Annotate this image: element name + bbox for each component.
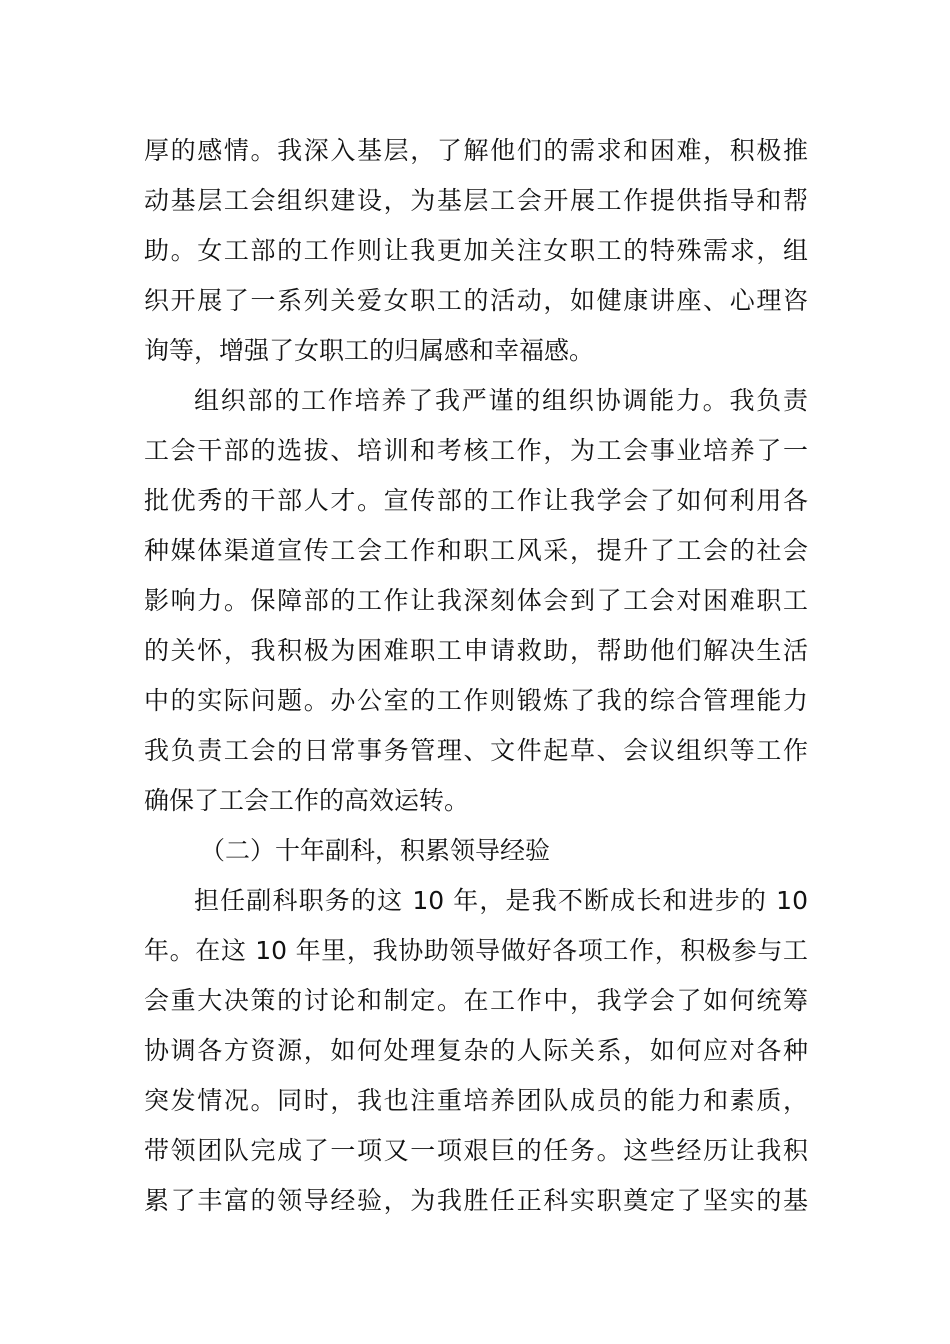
paragraph-line: 中的实际问题。办公室的工作则锻炼了我的综合管理能力	[144, 686, 808, 715]
paragraph-line: 助。女工部的工作则让我更加关注女职工的特殊需求，组	[144, 236, 808, 265]
section-heading: （二）十年副科，积累领导经验	[200, 836, 551, 865]
paragraph-line: 询等，增强了女职工的归属感和幸福感。	[144, 336, 595, 365]
paragraph-line: 我负责工会的日常事务管理、文件起草、会议组织等工作	[144, 736, 808, 765]
paragraph-line: 厚的感情。我深入基层，了解他们的需求和困难，积极推	[144, 136, 808, 165]
paragraph-line: 会重大决策的讨论和制定。在工作中，我学会了如何统筹	[144, 986, 808, 1015]
paragraph-line: 种媒体渠道宣传工会工作和职工风采，提升了工会的社会	[144, 536, 808, 565]
paragraph-line: 协调各方资源，如何处理复杂的人际关系，如何应对各种	[144, 1036, 808, 1065]
document-body	[144, 126, 808, 1226]
paragraph-line: 的关怀，我积极为困难职工申请救助，帮助他们解决生活	[144, 636, 808, 665]
paragraph-line: 批优秀的干部人才。宣传部的工作让我学会了如何利用各	[144, 486, 808, 515]
paragraph-line: 年。在这 10 年里，我协助领导做好各项工作，积极参与工	[144, 936, 808, 965]
paragraph-line: 工会干部的选拔、培训和考核工作，为工会事业培养了一	[144, 436, 808, 465]
paragraph-line: 担任副科职务的这 10 年，是我不断成长和进步的 10	[194, 886, 808, 915]
paragraph-line: 组织部的工作培养了我严谨的组织协调能力。我负责	[194, 386, 808, 415]
paragraph-line: 确保了工会工作的高效运转。	[144, 786, 470, 815]
paragraph-line: 累了丰富的领导经验，为我胜任正科实职奠定了坚实的基	[144, 1186, 808, 1215]
paragraph-line: 动基层工会组织建设，为基层工会开展工作提供指导和帮	[144, 186, 808, 215]
paragraph-line: 带领团队完成了一项又一项艰巨的任务。这些经历让我积	[144, 1136, 808, 1165]
paragraph-line: 影响力。保障部的工作让我深刻体会到了工会对困难职工	[144, 586, 808, 615]
paragraph-line: 织开展了一系列关爱女职工的活动，如健康讲座、心理咨	[144, 286, 808, 315]
paragraph-line: 突发情况。同时，我也注重培养团队成员的能力和素质，	[144, 1086, 808, 1115]
